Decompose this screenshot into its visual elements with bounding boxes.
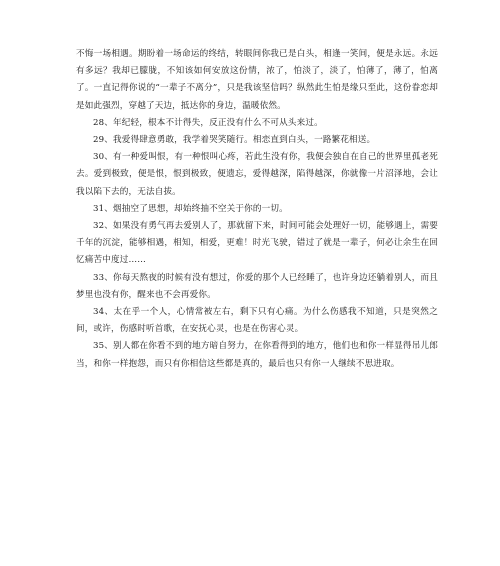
paragraph-29: 29、我爱得肆意勇敢，我学着哭笑随行。相恋直到白头，一路繁花相送。 [93, 135, 376, 146]
paragraph-33: 33、你每天熬夜的时候有没有想过，你爱的那个人已经睡了，也许身边还躺着别人，而且梦里也没有你，醒来也不会再爱你。 [76, 272, 438, 300]
paragraph-31: 31、烟抽空了思想，却始终抽不空关于你的一切。 [93, 203, 288, 214]
paragraph-34: 34、太在乎一个人，心情常被左右，剩下只有心痛。为什么伤感我不知道，只是突然之间，或许，伤感时听首歌，在安抚心灵，也是在伤害心灵。 [76, 307, 438, 335]
paragraph-28: 28、年纪轻，根本不计得失，反正没有什么不可从头来过。 [93, 117, 323, 128]
paragraph-35: 35、别人都在你看不到的地方暗自努力，在你看得到的地方，他们也和你一样显得吊儿郎当，和你一样抱怨，而只有你相信这些都是真的，最后也只有你一人继续不思进取。 [76, 341, 438, 369]
paragraph-32: 32、如果没有勇气再去爱别人了，那就留下来，时间可能会处理好一切，能够遇上，需要千年的沉淀，能够相遇，相知，相爱，更难！时光飞驶，错过了就是一辈子，何必让余生在回忆痛苦中度过…… [76, 221, 438, 266]
paragraph-continuation: 不悔一场相遇。期盼着一场命运的终结，转眼间你我已是白头，相逢一笑间，便是永远。永远有多远？我却已朦胧，不知该如何安放这份情，浓了，怕淡了，淡了，怕薄了，薄了，怕离了。一直记得你说的“一辈子不离分”，只是我该坚信吗？纵然此生怕是缘只至此，这份眷恋却是如此强烈，穿越了天边，抵达你的身边，温暖依然。 [76, 49, 438, 111]
paragraph-30: 30、有一种爱叫恨，有一种恨叫心疼，若此生没有你，我便会独自在自己的世界里孤老死去。爱到极致，便是恨，恨到极致，便遗忘，爱得越深，陷得越深，你就像一片沼泽地，会让我以陷下去的，无法自拔。 [76, 152, 438, 197]
document-body [76, 46, 438, 373]
